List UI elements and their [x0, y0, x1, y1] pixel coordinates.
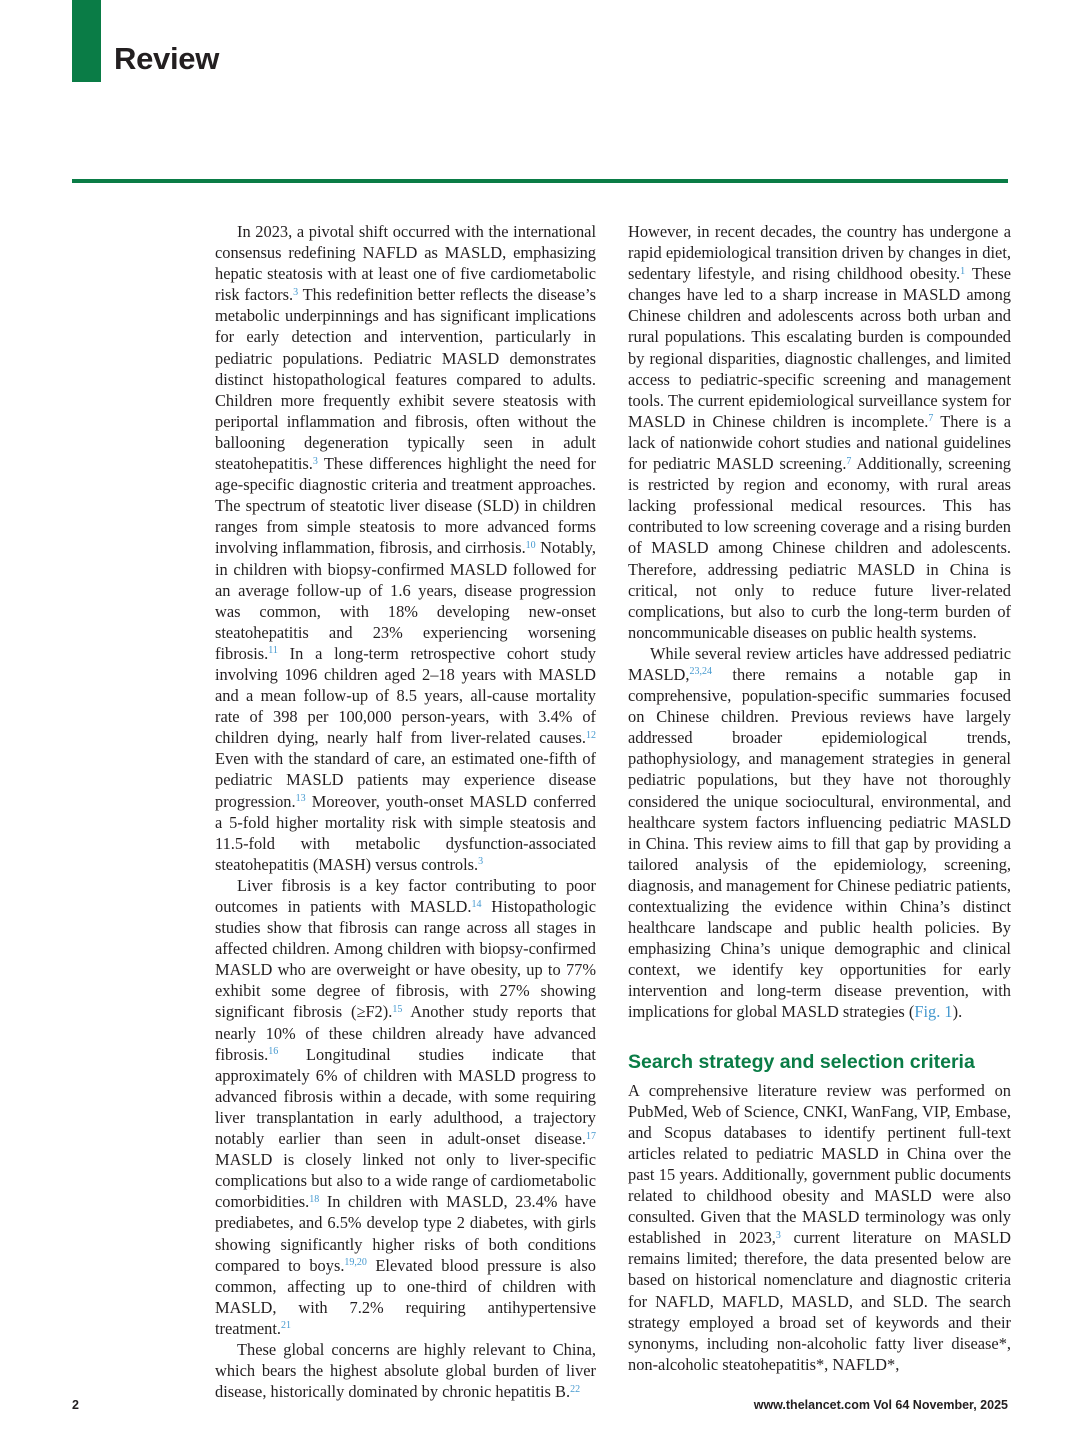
- section-heading: Search strategy and selection criteria: [628, 1050, 975, 1073]
- reference-citation-link[interactable]: 14: [471, 898, 482, 910]
- footer-journal-info: www.thelancet.com Vol 64 November, 2025: [753, 1398, 1008, 1412]
- reference-citation-link[interactable]: 3: [293, 286, 299, 298]
- paragraph: A comprehensive literature review was performed on PubMed, Web of Science, CNKI, WanFang, VIP, Embase, and Scopus databases to identify pertinent full-text articles related to pediatric MASLD in China over the past 15 years. Additionally, government public documents related to childhood obesity and MASLD were also consulted. Given that the MASLD terminology was only established in 2023,$^3$ current literature on MASLD remains limited; therefore, the data presented below are based on historical nomenclature and diagnostic criteria for NAFLD, MAFLD, MASLD, and SLD. The search strategy employed a broad set of keywords and their synonyms, including non-alcoholic fatty liver disease*, non-alcoholic steatohepatitis*, NAFLD*,: [628, 1080, 1011, 1374]
- reference-citation-link[interactable]: 11: [268, 645, 278, 657]
- reference-citation-link[interactable]: 7: [846, 455, 852, 467]
- reference-citation-link[interactable]: 23,24: [689, 666, 712, 678]
- reference-citation-link[interactable]: 18: [309, 1193, 320, 1205]
- reference-citation-link[interactable]: 22: [570, 1383, 581, 1395]
- column-left: [215, 221, 596, 1402]
- page-footer: [72, 1398, 1008, 1412]
- paragraph: However, in recent decades, the country has undergone a rapid epidemiological transition driven by changes in diet, sedentary lifestyle, and rising childhood obesity.$^1$ These changes have led to a sharp increase in MASLD among Chinese children and adolescents across both urban and rural populations. This escalating burden is compounded by regional disparities, diagnostic challenges, and limited access to pediatric-specific screening and management tools. The current epidemiological surveillance system for MASLD in Chinese children is incomplete.$^7$ There is a lack of nationwide cohort studies and national guidelines for pediatric MASLD screening.$^7$ Additionally, screening is restricted by region and economy, with rural areas lacking professional medical resources. This has contributed to low screening coverage and a rising burden of MASLD among Chinese children and adolescents. Therefore, addressing pediatric MASLD in China is critical, not only to reduce future liver-related complications, but also to curb the long-term burden of noncommunicable diseases on public health systems.: [628, 222, 1012, 642]
- article-body: [215, 221, 1011, 1402]
- reference-citation-link[interactable]: 19,20: [344, 1257, 367, 1269]
- reference-citation-link[interactable]: 7: [928, 413, 934, 425]
- reference-citation-link[interactable]: 12: [586, 729, 596, 741]
- reference-citation-link[interactable]: 17: [586, 1130, 596, 1142]
- reference-citation-link[interactable]: 3: [478, 856, 484, 868]
- reference-citation-link[interactable]: 3: [312, 455, 318, 467]
- review-banner-bar: [72, 0, 101, 82]
- paragraph: While several review articles have addressed pediatric MASLD,$^{23,24}$ there remains a notable gap in comprehensive, population-specific summaries focused on Chinese children. Previous reviews have largely addressed broader epidemiological trends, pathophysiology, and management strategies in general pediatric populations, but they have not thoroughly considered the unique sociocultural, environmental, and healthcare system factors influencing pediatric MASLD in China. This review aims to fill that gap by providing a tailored analysis of the epidemiology, screening, diagnosis, and management for Chinese pediatric patients, contextualizing the evidence within China’s distinct healthcare landscape and public health policies. By emphasizing China’s unique demographic and clinical context, we identify key opportunities for early intervention and long-term disease prevention, with implications for global MASLD strategies (Fig. 1).: [628, 643, 1011, 1022]
- paragraph: In 2023, a pivotal shift occurred with the international consensus redefining NAFLD as MASLD, emphasizing hepatic steatosis with at least one of five cardiometabolic risk factors.$^3$ This redefinition better reflects the disease’s metabolic underpinnings and has significant implications for early detection and intervention, particularly in pediatric populations. Pediatric MASLD demonstrates distinct histopathological features compared to adults. Children more frequently exhibit severe steatosis with periportal inflammation and fibrosis, often without the ballooning degeneration typically seen in adult steatohepatitis.$^3$ These differences highlight the need for age-specific diagnostic criteria and treatment approaches. The spectrum of steatotic liver disease (SLD) in children ranges from simple steatosis to more advanced forms involving inflammation, fibrosis, and cirrhosis.$^{10}$ Notably, in children with biopsy-confirmed MASLD followed for an average follow-up of 1.6 years, disease progression was common, with 18% developing new-onset steatohepatitis and 23% experiencing worsening fibrosis.$^{11}$ In a long-term retrospective cohort study involving 1096 children aged 2–18 years with MASLD and a mean follow-up of 8.5 years, all-cause mortality rate of 398 per 100,000 person-years, with 3.4% of children dying, nearly half from liver-related causes.$^{12}$ Even with the standard of care, an estimated one-fifth of pediatric MASLD patients may experience disease progression.$^{13}$ Moreover, youth-onset MASLD conferred a 5-fold higher mortality risk with simple steatosis and 11.5-fold with metabolic dysfunction-associated steatohepatitis (MASH) versus controls.$^3$: [215, 222, 596, 874]
- reference-citation-link[interactable]: 13: [295, 793, 306, 805]
- paragraph: These global concerns are highly relevant to China, which bears the highest absolute global burden of liver disease, historically dominated by chronic hepatitis B.$^{22}$: [215, 1339, 596, 1402]
- header-rule: [72, 179, 1008, 183]
- page-number: 2: [72, 1398, 79, 1412]
- reference-citation-link[interactable]: 3: [775, 1229, 781, 1241]
- reference-citation-link[interactable]: 10: [525, 539, 536, 551]
- column-right: [628, 221, 1011, 1375]
- figure-link[interactable]: Fig. 1: [914, 1002, 953, 1022]
- reference-citation-link[interactable]: 21: [281, 1320, 291, 1332]
- reference-citation-link[interactable]: 16: [268, 1046, 279, 1058]
- paragraph: Liver fibrosis is a key factor contributing to poor outcomes in patients with MASLD.$^{14}$ Histopathologic studies show that fibrosis can range across all stages in affected children. Among children with biopsy-confirmed MASLD who are overweight or have obesity, up to 77% exhibit some degree of fibrosis, with 27% showing significant fibrosis (≥F2).$^{15}$ Another study reports that nearly 10% of these children already have advanced fibrosis.$^{16}$ Longitudinal studies indicate that approximately 6% of children with MASLD progress to advanced fibrosis within a decade, with some requiring liver transplantation in early adulthood, a trajectory notably earlier than seen in adult-onset disease.$^{17}$ MASLD is closely linked not only to liver-specific complications but also to a wide range of cardiometabolic comorbidities.$^{18}$ In children with MASLD, 23.4% have prediabetes, and 6.5% develop type 2 diabetes, with girls showing significantly higher risks of both conditions compared to boys.$^{19,20}$ Elevated blood pressure is also common, affecting up to one-third of children with MASLD, with 7.2% requiring antihypertensive treatment.$^{21}$: [215, 875, 597, 1338]
- reference-citation-link[interactable]: 15: [392, 1003, 403, 1015]
- reference-citation-link[interactable]: 1: [960, 265, 966, 277]
- page-kicker: Review: [114, 41, 220, 76]
